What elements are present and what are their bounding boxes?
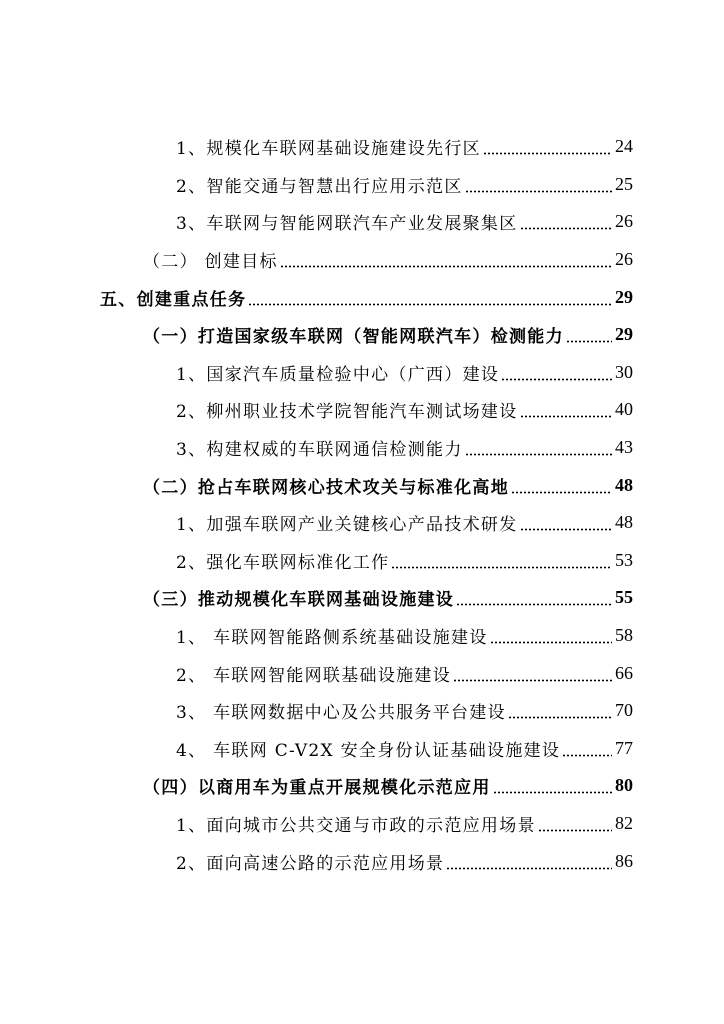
toc-dot-leader (501, 364, 612, 381)
toc-entry-title: 五、创建重点任务 (100, 289, 247, 310)
toc-dot-leader (456, 589, 612, 606)
table-of-contents (0, 128, 724, 880)
toc-entry-title: 1、加强车联网产业关键核心产品技术研发 (176, 515, 518, 536)
toc-dot-leader (248, 289, 612, 306)
toc-entry-title: （四）以商用车为重点开展规模化示范应用 (143, 778, 491, 799)
toc-entry-page: 55 (615, 587, 633, 608)
toc-entry-page: 48 (615, 474, 633, 495)
toc-entry-title: 1、 车联网智能路侧系统基础设施建设 (176, 628, 488, 649)
toc-entry-title: 2、面向高速公路的示范应用场景 (176, 853, 445, 874)
toc-dot-leader (465, 439, 612, 456)
toc-dot-leader (511, 477, 612, 494)
toc-entry-title: 2、强化车联网标准化工作 (176, 552, 390, 573)
toc-section-entry[interactable] (0, 466, 724, 504)
toc-entry[interactable] (0, 805, 724, 843)
toc-entry-page: 80 (615, 775, 633, 796)
toc-dot-leader (280, 251, 612, 268)
toc-entry[interactable] (0, 203, 724, 241)
toc-entry[interactable] (0, 166, 724, 204)
toc-dot-leader (490, 627, 612, 644)
toc-entry-page: 29 (615, 286, 633, 307)
toc-entry[interactable] (0, 354, 724, 392)
toc-entry-title: 1、规模化车联网基础设施建设先行区 (176, 139, 481, 160)
toc-entry-page: 48 (615, 512, 633, 533)
toc-dot-leader (391, 552, 612, 569)
toc-entry-title: 2、 车联网智能网联基础设施建设 (176, 665, 452, 686)
toc-dot-leader (566, 326, 612, 343)
toc-dot-leader (538, 815, 612, 832)
toc-entry-page: 82 (615, 812, 633, 833)
toc-dot-leader (453, 665, 612, 682)
toc-entry-page: 70 (615, 700, 633, 721)
toc-entry-title: （二） 创建目标 (143, 252, 278, 273)
toc-entry-title: （三）推动规模化车联网基础设施建设 (143, 590, 455, 611)
toc-entry-title: 4、 车联网 C-V2X 安全身份认证基础设施建设 (176, 740, 561, 761)
toc-dot-leader (465, 176, 612, 193)
toc-entry[interactable] (0, 654, 724, 692)
toc-entry[interactable] (0, 128, 724, 166)
toc-dot-leader (520, 514, 612, 531)
toc-entry[interactable] (0, 429, 724, 467)
toc-entry[interactable] (0, 692, 724, 730)
toc-entry-page: 29 (615, 324, 633, 345)
toc-section-entry[interactable] (0, 579, 724, 617)
toc-entry[interactable] (0, 617, 724, 655)
toc-entry-page: 77 (615, 737, 633, 758)
toc-entry-page: 26 (615, 211, 633, 232)
toc-entry-title: 3、车联网与智能网联汽车产业发展聚集区 (176, 214, 518, 235)
toc-dot-leader (520, 401, 612, 418)
toc-entry-page: 30 (615, 361, 633, 382)
toc-dot-leader (520, 213, 612, 230)
toc-entry-title: 2、柳州职业技术学院智能汽车测试场建设 (176, 402, 518, 423)
toc-dot-leader (493, 777, 612, 794)
toc-entry-page: 86 (615, 850, 633, 871)
toc-entry-title: （二）抢占车联网核心技术攻关与标准化高地 (143, 477, 509, 498)
toc-entry[interactable] (0, 730, 724, 768)
toc-entry-page: 66 (615, 662, 633, 683)
toc-entry-title: 1、面向城市公共交通与市政的示范应用场景 (176, 815, 536, 836)
toc-entry[interactable] (0, 391, 724, 429)
toc-section-entry[interactable] (0, 316, 724, 354)
toc-dot-leader (446, 853, 612, 870)
toc-entry-page: 40 (615, 399, 633, 420)
toc-entry[interactable] (0, 504, 724, 542)
toc-entry-page: 43 (615, 437, 633, 458)
toc-dot-leader (562, 740, 612, 757)
toc-entry-title: 1、国家汽车质量检验中心（广西）建设 (176, 364, 500, 385)
toc-entry-title: 3、构建权威的车联网通信检测能力 (176, 440, 463, 461)
toc-entry[interactable] (0, 842, 724, 880)
toc-section-entry[interactable] (0, 767, 724, 805)
toc-entry-title: （一）打造国家级车联网（智能网联汽车）检测能力 (143, 327, 564, 348)
toc-entry-title: 3、 车联网数据中心及公共服务平台建设 (176, 703, 506, 724)
toc-entry[interactable] (0, 542, 724, 580)
toc-entry-page: 24 (615, 136, 633, 157)
toc-dot-leader (508, 702, 612, 719)
toc-entry-page: 25 (615, 173, 633, 194)
toc-entry[interactable] (0, 241, 724, 279)
toc-dot-leader (483, 138, 612, 155)
toc-entry-page: 26 (615, 249, 633, 270)
toc-entry-title: 2、智能交通与智慧出行应用示范区 (176, 176, 463, 197)
toc-entry-page: 53 (615, 549, 633, 570)
toc-entry-page: 58 (615, 625, 633, 646)
toc-chapter-entry[interactable] (0, 278, 724, 316)
